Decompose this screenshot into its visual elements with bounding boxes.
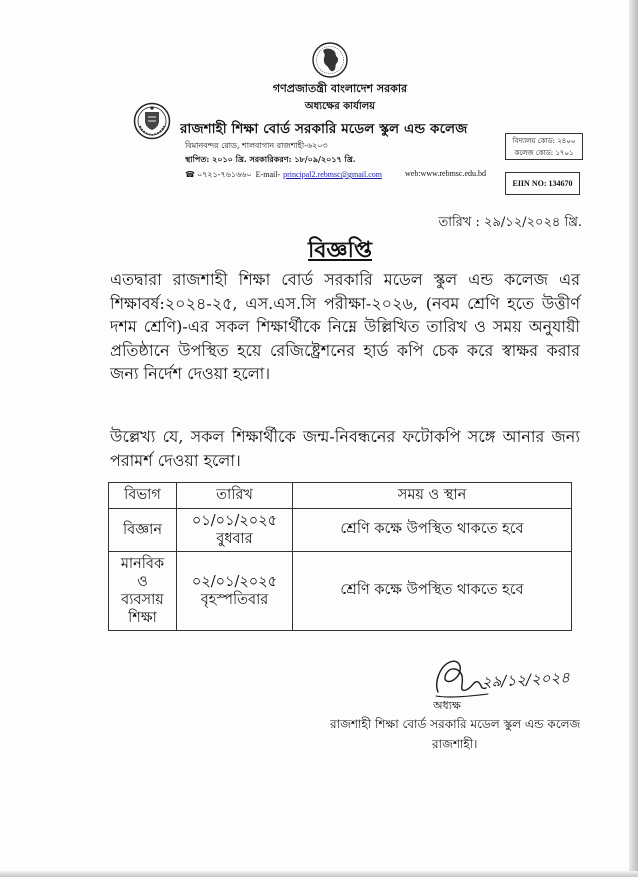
email-label: E-mail- [255, 170, 281, 179]
table-row [109, 509, 572, 552]
department-line: বিজ্ঞান [123, 522, 162, 538]
college-code: কলেজ কোড: ১৭০১ [514, 149, 574, 157]
institution-name: রাজশাহী শিক্ষা বোর্ড সরকারি মডেল স্কুল এন্ড কলেজ [180, 121, 468, 137]
government-name: গণপ্রজাতন্ত্রী বাংলাদেশ সরকার [272, 82, 408, 95]
cell-department [109, 552, 177, 631]
signatory-institution: রাজশাহী শিক্ষা বোর্ড সরকারি মডেল স্কুল এন্ড কলেজ [330, 717, 580, 731]
date-value: ০২/০১/২০২৫ [191, 574, 278, 590]
department-line: ও [137, 574, 148, 590]
signature-date: ২৯/১২/২০২৪ [481, 668, 571, 691]
office-name: অধ্যক্ষের কার্যালয় [304, 101, 376, 112]
email-link[interactable]: principal2.rebmsc@gmail.com [283, 170, 383, 179]
table-header-row [109, 483, 572, 509]
table-row [109, 552, 572, 631]
cell-date [177, 552, 293, 631]
phone-number: ০৭২১-৭৬১৬৬০ [196, 170, 252, 179]
header-department: বিভাগ [109, 483, 177, 509]
schedule-table [108, 482, 572, 631]
bangladesh-emblem-icon [311, 40, 349, 80]
cell-time-place: শ্রেণি কক্ষে উপস্থিত থাকতে হবে [293, 509, 572, 552]
date-value: ০১/০১/২০২৫ [191, 513, 278, 529]
signatory-city: রাজশাহী। [432, 737, 478, 751]
day-value: বৃহস্পতিবার [200, 592, 269, 608]
cell-date [177, 509, 293, 552]
website-text: web:www.rebmsc.edu.bd [405, 169, 487, 178]
cell-department [109, 509, 177, 552]
signatory-designation: অধ্যক্ষ [433, 699, 461, 712]
header-time-place: সময় ও স্থান [293, 483, 572, 509]
address-line: বিমানবন্দর রোড, শালবাগান রাজশাহী-৬২০৩ [185, 141, 328, 150]
cell-time-place: শ্রেণি কক্ষে উপস্থিত থাকতে হবে [293, 552, 572, 631]
notice-paragraph-2: উল্লেখ্য যে, সকল শিক্ষার্থীকে জন্ম-নিবন্ধনের ফটোকপি সঙ্গে আনার জন্য পরামর্শ দেওয়া হলো। [110, 427, 580, 470]
contact-line [185, 169, 500, 181]
established-line: স্থাপিত: ২০১০ খ্রি. সরকারিকরণ: ১৮/০৯/২০১৭ খ্রি. [185, 154, 356, 164]
codes-box [505, 133, 583, 160]
header-date: তারিখ [177, 483, 293, 509]
day-value: বুধবার [216, 531, 253, 547]
school-logo-icon [133, 100, 171, 142]
notice-paragraph-1: এতদ্বারা রাজশাহী শিক্ষা বোর্ড সরকারি মডেল স্কুল এন্ড কলেজ এর শিক্ষাবর্ষ:২০২৪-২৫, এস.এস.সি পরীক্ষা-২০২৬, (নবম শ্রেণি হতে উত্তীর্ণ দশম শ্রেণি)-এর সকল শিক্ষার্থীকে নিম্নে উল্লিখিত তারিখ ও সময় অনুযায়ী প্রতিষ্ঠানে উপস্থিত হয়ে রেজিষ্ট্রেশনের হার্ড কপি চেক করে স্বাক্ষর করার জন্য নির্দেশ দেওয়া হলো। [110, 270, 580, 383]
phone-icon: ☎ [185, 170, 195, 179]
notice-date: তারিখ : ২৯/১২/২০২৪ খ্রি. [438, 215, 582, 230]
school-code: বিদ্যালয় কোড: ২৪০০ [512, 137, 576, 145]
department-line: ব্যবসায় [121, 592, 164, 608]
department-line: শিক্ষা [128, 610, 157, 626]
scan-edge-bottom [0, 871, 638, 877]
notice-title: বিজ্ঞপ্তি [308, 237, 372, 263]
scan-edge-right [629, 0, 638, 877]
eiin-box: EIIN NO: 134670 [505, 172, 580, 195]
department-line: মানবিক [120, 556, 165, 572]
